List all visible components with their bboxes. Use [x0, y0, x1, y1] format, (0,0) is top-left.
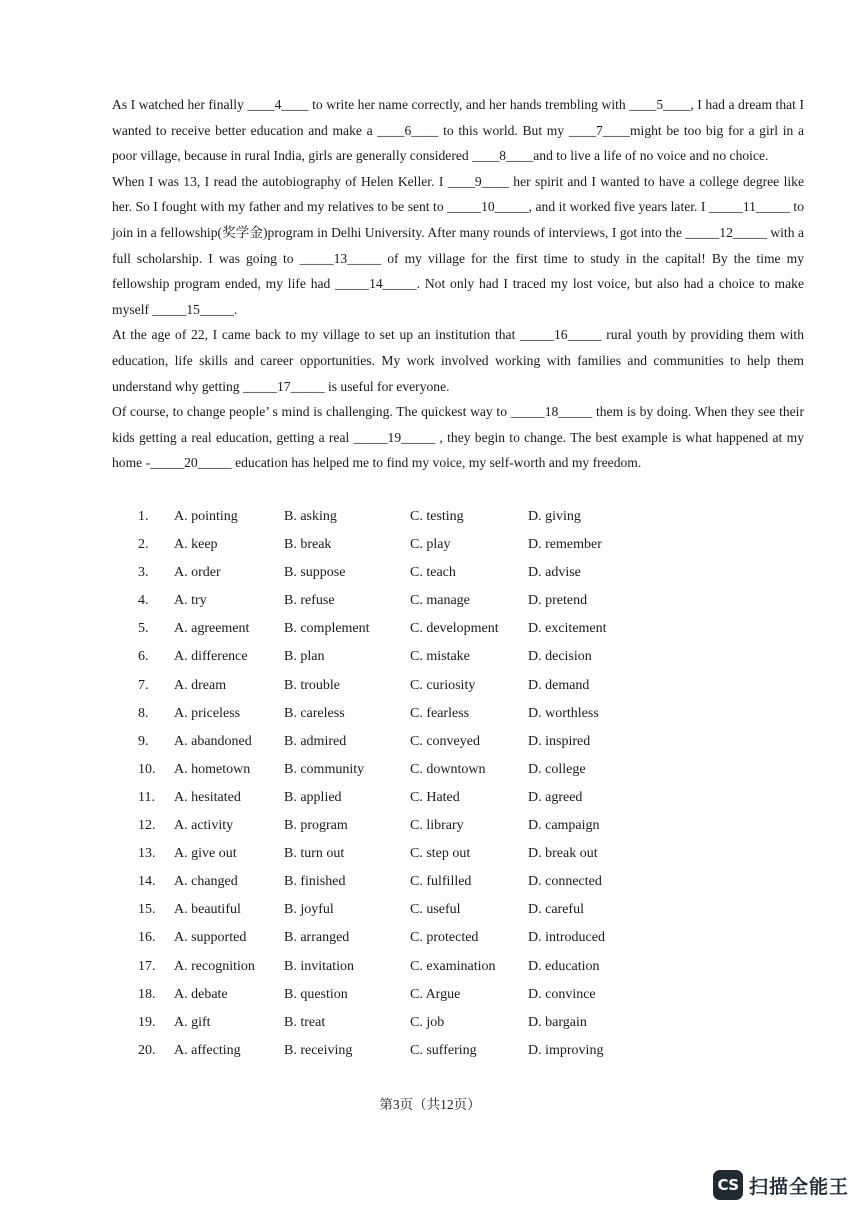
option-b: B. program: [284, 818, 348, 834]
answer-options: [138, 503, 698, 1065]
option-row: [138, 981, 698, 1009]
option-a: A. supported: [174, 930, 247, 946]
option-b: B. complement: [284, 621, 370, 637]
camscanner-logo-icon: CS: [713, 1170, 743, 1200]
option-d: D. connected: [528, 874, 602, 890]
option-c: C. protected: [410, 930, 479, 946]
question-number: 8.: [138, 705, 149, 721]
paragraph-1: As I watched her finally ____4____ to write her name correctly, and her hands trembling with ____5____, I had a dream that I wanted to receive better education and make a ____6____ to this world. But my ____7____might be too big for a girl in a poor village, because in rural India, girls are generally considered ____8____and to live a life of no voice and no choice.: [112, 97, 804, 164]
option-d: D. excitement: [528, 621, 607, 637]
option-a: A. activity: [174, 818, 234, 834]
question-number: 15.: [138, 902, 156, 918]
option-b: B. community: [284, 761, 365, 777]
option-b: B. turn out: [284, 846, 345, 862]
option-a: A. beautiful: [174, 902, 241, 918]
option-c: C. teach: [410, 565, 456, 581]
option-d: D. advise: [528, 565, 581, 581]
option-c: C. Hated: [410, 789, 460, 805]
option-row: [138, 756, 698, 784]
option-c: C. conveyed: [410, 733, 480, 749]
question-number: 12.: [138, 818, 156, 834]
option-row: [138, 672, 698, 700]
question-number: 2.: [138, 537, 149, 553]
question-number: 18.: [138, 986, 156, 1002]
option-c: C. mistake: [410, 649, 470, 665]
option-b: B. break: [284, 537, 332, 553]
option-c: C. examination: [410, 958, 496, 974]
option-a: A. dream: [174, 677, 227, 693]
option-c: C. manage: [410, 593, 470, 609]
option-c: C. useful: [410, 902, 461, 918]
option-c: C. play: [410, 537, 451, 553]
option-c: C. Argue: [410, 986, 461, 1002]
option-c: C. fearless: [410, 705, 470, 721]
option-b: B. suppose: [284, 565, 346, 581]
option-d: D. improving: [528, 1042, 604, 1058]
option-d: D. worthless: [528, 705, 599, 721]
option-row: [138, 728, 698, 756]
option-d: D. campaign: [528, 818, 600, 834]
option-d: D. break out: [528, 846, 598, 862]
option-row: [138, 700, 698, 728]
option-a: A. affecting: [174, 1042, 241, 1058]
option-d: D. decision: [528, 649, 592, 665]
question-number: 5.: [138, 621, 149, 637]
question-number: 4.: [138, 593, 149, 609]
option-a: A. hometown: [174, 761, 251, 777]
option-row: [138, 615, 698, 643]
question-number: 17.: [138, 958, 156, 974]
option-b: B. finished: [284, 874, 346, 890]
option-row: [138, 784, 698, 812]
question-number: 16.: [138, 930, 156, 946]
option-b: B. plan: [284, 649, 325, 665]
option-a: A. agreement: [174, 621, 250, 637]
paragraph-4: Of course, to change people’ s mind is challenging. The quickest way to _____18_____ them is by doing. When they see their kids getting a real education, getting a real _____19_____ , they begin to change. The best example is what happened at my home -_____20_____ education has helped me to find my voice, my self-worth and my freedom.: [112, 404, 804, 471]
option-a: A. try: [174, 593, 207, 609]
option-b: B. invitation: [284, 958, 354, 974]
option-row: [138, 896, 698, 924]
option-a: A. recognition: [174, 958, 255, 974]
option-row: [138, 1009, 698, 1037]
option-row: [138, 587, 698, 615]
option-d: D. education: [528, 958, 600, 974]
option-d: D. demand: [528, 677, 590, 693]
option-a: A. priceless: [174, 705, 241, 721]
option-row: [138, 868, 698, 896]
option-row: [138, 924, 698, 952]
option-a: A. difference: [174, 649, 248, 665]
option-row: [138, 559, 698, 587]
option-c: C. fulfilled: [410, 874, 472, 890]
option-a: A. hesitated: [174, 789, 241, 805]
option-d: D. giving: [528, 509, 581, 524]
option-c: C. curiosity: [410, 677, 476, 693]
option-row: [138, 840, 698, 868]
option-d: D. remember: [528, 537, 602, 553]
question-number: 9.: [138, 733, 149, 749]
option-d: D. agreed: [528, 789, 583, 805]
question-number: 20.: [138, 1042, 156, 1058]
question-number: 6.: [138, 649, 149, 665]
option-a: A. order: [174, 565, 221, 581]
option-b: B. trouble: [284, 677, 340, 693]
option-d: D. bargain: [528, 1014, 587, 1030]
option-c: C. testing: [410, 509, 464, 524]
option-c: C. suffering: [410, 1042, 477, 1058]
paragraph-3: At the age of 22, I came back to my village to set up an institution that _____16_____ rural youth by providing them with education, life skills and career opportunities. My work involved working with families and communities to help them understand why getting _____17_____ is useful for everyone.: [112, 327, 804, 394]
question-number: 11.: [138, 789, 155, 805]
option-d: D. introduced: [528, 930, 605, 946]
option-row: [138, 503, 698, 531]
option-c: C. development: [410, 621, 499, 637]
option-b: B. question: [284, 986, 348, 1002]
option-a: A. gift: [174, 1014, 211, 1030]
option-b: B. refuse: [284, 593, 335, 609]
option-b: B. arranged: [284, 930, 350, 946]
option-c: C. library: [410, 818, 464, 834]
option-row: [138, 531, 698, 559]
question-number: 19.: [138, 1014, 156, 1030]
option-d: D. inspired: [528, 733, 591, 749]
option-b: B. receiving: [284, 1042, 353, 1058]
option-a: A. keep: [174, 537, 218, 553]
option-a: A. abandoned: [174, 733, 252, 749]
option-d: D. careful: [528, 902, 584, 918]
scanner-watermark: [713, 1169, 849, 1201]
option-c: C. downtown: [410, 761, 486, 777]
option-a: A. changed: [174, 874, 238, 890]
option-b: B. treat: [284, 1014, 326, 1030]
option-c: C. step out: [410, 846, 471, 862]
option-d: D. convince: [528, 986, 596, 1002]
question-number: 13.: [138, 846, 156, 862]
option-d: D. college: [528, 761, 586, 777]
option-b: B. asking: [284, 509, 337, 524]
option-row: [138, 953, 698, 981]
option-b: B. admired: [284, 733, 347, 749]
option-row: [138, 1037, 698, 1065]
cloze-passage: [112, 92, 804, 476]
option-a: A. give out: [174, 846, 237, 862]
question-number: 1.: [138, 509, 149, 524]
option-d: D. pretend: [528, 593, 588, 609]
option-c: C. job: [410, 1014, 445, 1030]
option-row: [138, 812, 698, 840]
question-number: 3.: [138, 565, 149, 581]
option-b: B. careless: [284, 705, 345, 721]
question-number: 14.: [138, 874, 156, 890]
option-row: [138, 643, 698, 671]
question-number: 7.: [138, 677, 149, 693]
option-b: B. joyful: [284, 902, 334, 918]
watermark-text: 扫描全能王: [749, 1175, 850, 1198]
paragraph-2: When I was 13, I read the autobiography of Helen Keller. I ____9____ her spirit and I wanted to have a college degree like her. So I fought with my father and my relatives to be sent to _____10_____, and it worked five years later. I _____11_____ to join in a fellowship(奖学金)program in Delhi University. After many rounds of interviews, I got into the _____12_____ with a full scholarship. I was going to _____13_____ of my village for the first time to study in the capital! By the time my fellowship program ended, my life had _____14_____. Not only had I traced my lost voice, but also had a choice to make myself _____15_____.: [112, 173, 804, 317]
option-a: A. debate: [174, 986, 228, 1002]
option-b: B. applied: [284, 789, 342, 805]
question-number: 10.: [138, 761, 156, 777]
option-a: A. pointing: [174, 509, 238, 524]
page-number: 第3页（共12页）: [379, 1097, 481, 1112]
